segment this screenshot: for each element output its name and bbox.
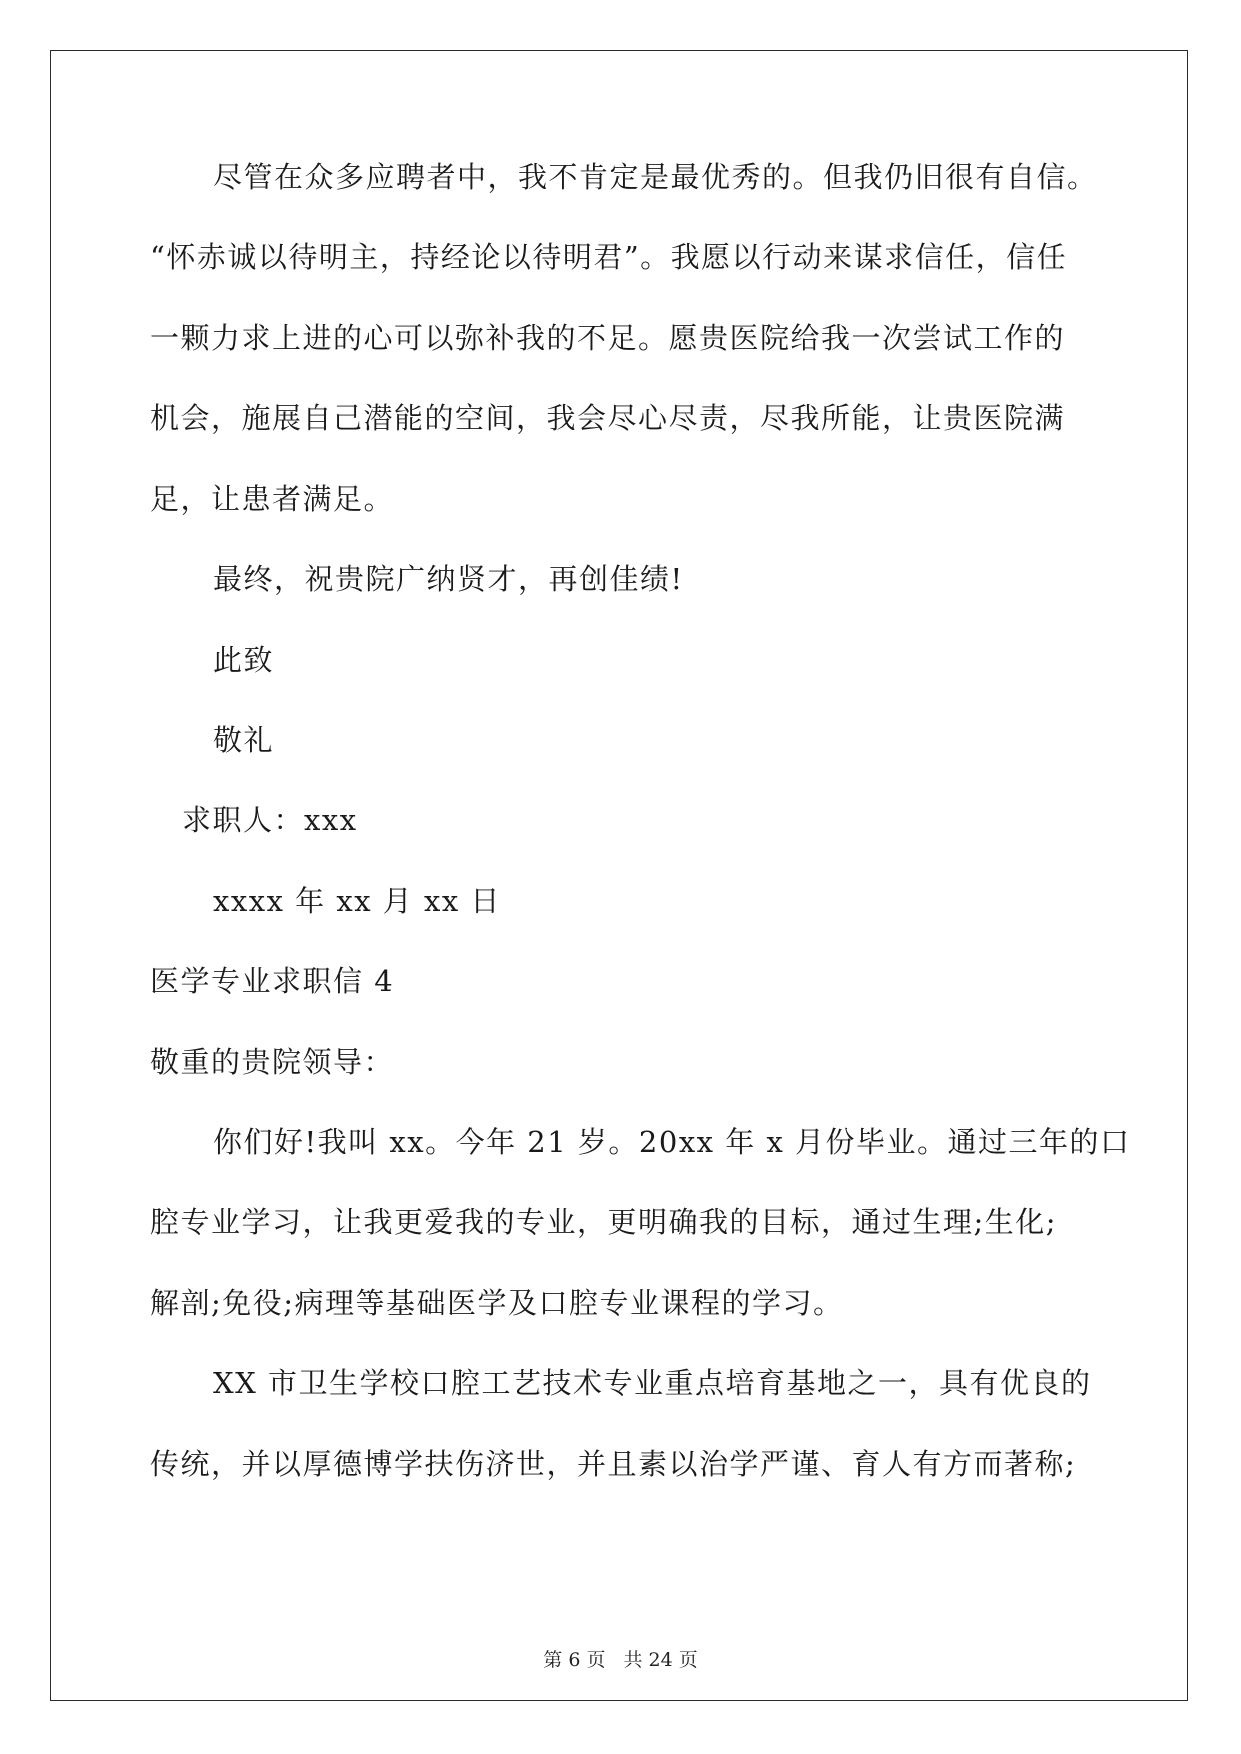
paragraph-line: 传统，并以厚德博学扶伤济世，并且素以治学严谨、育人有方而著称; (150, 1447, 1077, 1481)
paragraph-line: XX 市卫生学校口腔工艺技术专业重点培育基地之一，具有优良的 (213, 1366, 1092, 1400)
paragraph-line: 你们好!我叫 xx。今年 21 岁。20xx 年 x 月份毕业。通过三年的口 (213, 1125, 1131, 1159)
paragraph-line: 腔专业学习，让我更爱我的专业，更明确我的目标，通过生理;生化; (150, 1205, 1058, 1239)
closing-wish: 最终，祝贵院广纳贤才，再创佳绩! (213, 562, 684, 596)
salutation-jing-li: 敬礼 (213, 723, 275, 757)
salutation-ci-zhi: 此致 (213, 643, 275, 677)
page-footer (0, 1648, 1241, 1672)
page-total: 共 24 页 (623, 1649, 698, 1671)
page-number: 第 6 页 (543, 1649, 606, 1671)
paragraph-line: 机会，施展自己潜能的空间，我会尽心尽责，尽我所能，让贵医院满 (150, 401, 1066, 435)
greeting: 敬重的贵院领导： (150, 1045, 395, 1079)
applicant-signature: 求职人：xxx (182, 803, 358, 837)
paragraph-line: 一颗力求上进的心可以弥补我的不足。愿贵医院给我一次尝试工作的 (150, 321, 1066, 355)
paragraph-line: 尽管在众多应聘者中，我不肯定是最优秀的。但我仍旧很有自信。 (213, 160, 1098, 194)
letter-date: xxxx 年 xx 月 xx 日 (213, 884, 501, 918)
paragraph-line: “怀赤诚以待明主，持经论以待明君”。我愿以行动来谋求信任，信任 (150, 240, 1068, 274)
paragraph-line: 解剖;免役;病理等基础医学及口腔专业课程的学习。 (150, 1286, 844, 1320)
paragraph-line: 足，让患者满足。 (150, 482, 395, 516)
section-heading: 医学专业求职信 4 (150, 964, 395, 998)
